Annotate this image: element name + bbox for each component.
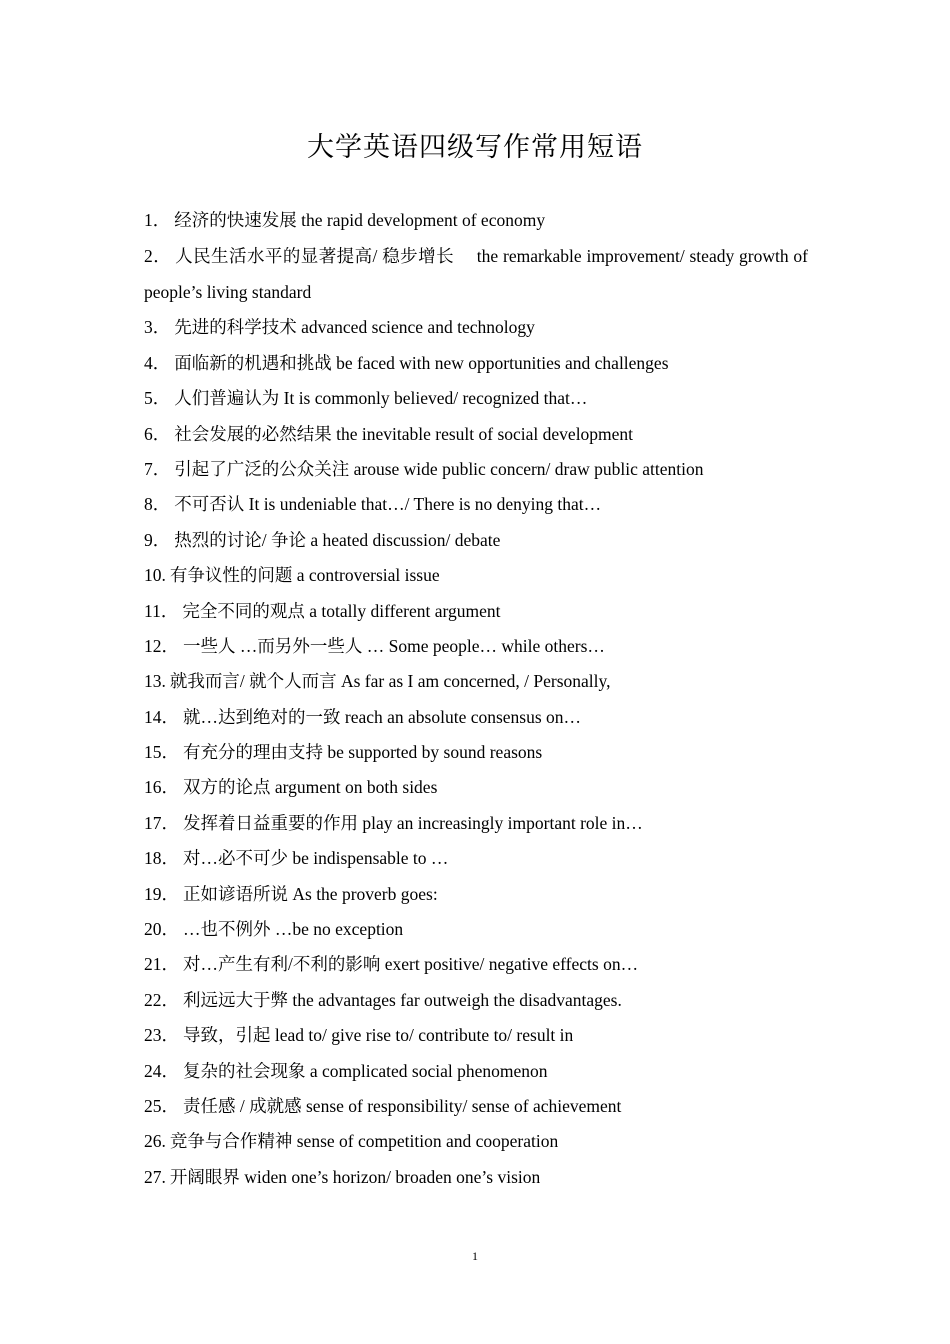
item-number: 23． [144, 1025, 179, 1046]
list-item [144, 1054, 808, 1089]
item-text: 责任感 / 成就感 sense of responsibility/ sense of achievement [183, 1095, 622, 1116]
item-text: 对…产生有利/不利的影响 exert positive/ negative effects on… [183, 954, 639, 975]
item-text: 人民生活水平的显著提高/ 稳步增长 the remarkable improvement/ steady growth of people’s living standard [144, 246, 809, 303]
item-number: 20． [144, 919, 179, 940]
list-item [144, 664, 808, 699]
item-number: 19． [144, 883, 179, 904]
item-text: 双方的论点 argument on both sides [183, 777, 438, 798]
item-number: 26. [144, 1131, 166, 1152]
item-text: 竞争与合作精神 sense of competition and cooperation [169, 1131, 559, 1152]
list-item [144, 947, 808, 982]
item-text: 引起了广泛的公众关注 arouse wide public concern/ draw public attention [174, 458, 704, 479]
item-number: 3． [144, 317, 171, 338]
list-item [144, 452, 808, 487]
item-number: 5． [144, 388, 171, 409]
item-number: 13. [144, 671, 166, 692]
list-item [144, 417, 808, 452]
item-number: 4． [144, 352, 171, 373]
list-item [144, 558, 808, 593]
page-number: 1 [472, 1249, 478, 1263]
list-item [144, 983, 808, 1018]
list-item [144, 487, 808, 522]
item-number: 9． [144, 529, 171, 550]
item-number: 25． [144, 1095, 179, 1116]
item-number: 18． [144, 848, 179, 869]
list-item [144, 629, 808, 664]
list-item [144, 806, 808, 841]
item-number: 14． [144, 706, 179, 727]
item-text: 一些人 …而另外一些人 … Some people… while others… [183, 635, 605, 656]
item-number: 2． [144, 246, 172, 267]
item-text: 利远远大于弊 the advantages far outweigh the disadvantages. [183, 989, 622, 1010]
list-item [144, 700, 808, 735]
item-number: 21． [144, 954, 179, 975]
list-item [144, 1124, 808, 1159]
item-number: 7． [144, 458, 171, 479]
item-number: 12． [144, 635, 179, 656]
item-text: 人们普遍认为 It is commonly believed/ recognized that… [174, 388, 588, 409]
item-text: 热烈的讨论/ 争论 a heated discussion/ debate [174, 529, 501, 550]
item-text: 经济的快速发展 the rapid development of economy [174, 210, 546, 230]
item-number: 17． [144, 812, 179, 833]
list-item [144, 594, 808, 629]
item-text: 就我而言/ 就个人而言 As far as I am concerned, / Personally, [169, 671, 611, 692]
list-item [144, 1089, 808, 1124]
item-text: 先进的科学技术 advanced science and technology [174, 317, 535, 338]
item-text: 开阔眼界 widen one’s horizon/ broaden one’s vision [169, 1166, 541, 1187]
list-item [144, 310, 808, 345]
list-item [144, 203, 808, 238]
item-number: 11． [144, 600, 179, 621]
item-text: 面临新的机遇和挑战 be faced with new opportunities and challenges [174, 352, 669, 373]
item-number: 10. [144, 565, 166, 586]
item-number: 8． [144, 494, 171, 515]
item-text: 有充分的理由支持 be supported by sound reasons [183, 742, 543, 763]
item-text: 社会发展的必然结果 the inevitable result of social development [174, 423, 634, 444]
list-item [144, 381, 808, 416]
item-text: 就…达到绝对的一致 reach an absolute consensus on… [183, 706, 582, 727]
list-item [144, 770, 808, 805]
item-text: 发挥着日益重要的作用 play an increasingly important role in… [183, 812, 643, 833]
item-text: 正如谚语所说 As the proverb goes: [183, 883, 438, 904]
list-item [144, 346, 808, 381]
item-text: 复杂的社会现象 a complicated social phenomenon [183, 1060, 548, 1081]
item-text: 完全不同的观点 a totally different argument [182, 600, 501, 621]
item-text: 导致，引起 lead to/ give rise to/ contribute to/ result in [183, 1025, 574, 1046]
item-text: 有争议性的问题 a controversial issue [169, 565, 440, 586]
list-item [144, 1160, 808, 1195]
item-text: …也不例外 …be no exception [183, 919, 404, 940]
item-number: 24． [144, 1060, 179, 1081]
item-number: 1． [144, 210, 171, 230]
list-item [144, 735, 808, 770]
list-item [144, 912, 808, 947]
list-item [144, 841, 808, 876]
list-item [144, 238, 808, 310]
list-item [144, 1018, 808, 1053]
page-title: 大学英语四级写作常用短语 [307, 132, 643, 163]
item-number: 27. [144, 1166, 166, 1187]
list-item [144, 877, 808, 912]
item-number: 15． [144, 742, 179, 763]
list-item [144, 523, 808, 558]
item-number: 22． [144, 989, 179, 1010]
item-number: 16． [144, 777, 179, 798]
item-text: 对…必不可少 be indispensable to … [183, 848, 449, 869]
phrase-list [144, 203, 808, 1195]
item-text: 不可否认 It is undeniable that…/ There is no denying that… [174, 494, 602, 515]
item-number: 6． [144, 423, 171, 444]
